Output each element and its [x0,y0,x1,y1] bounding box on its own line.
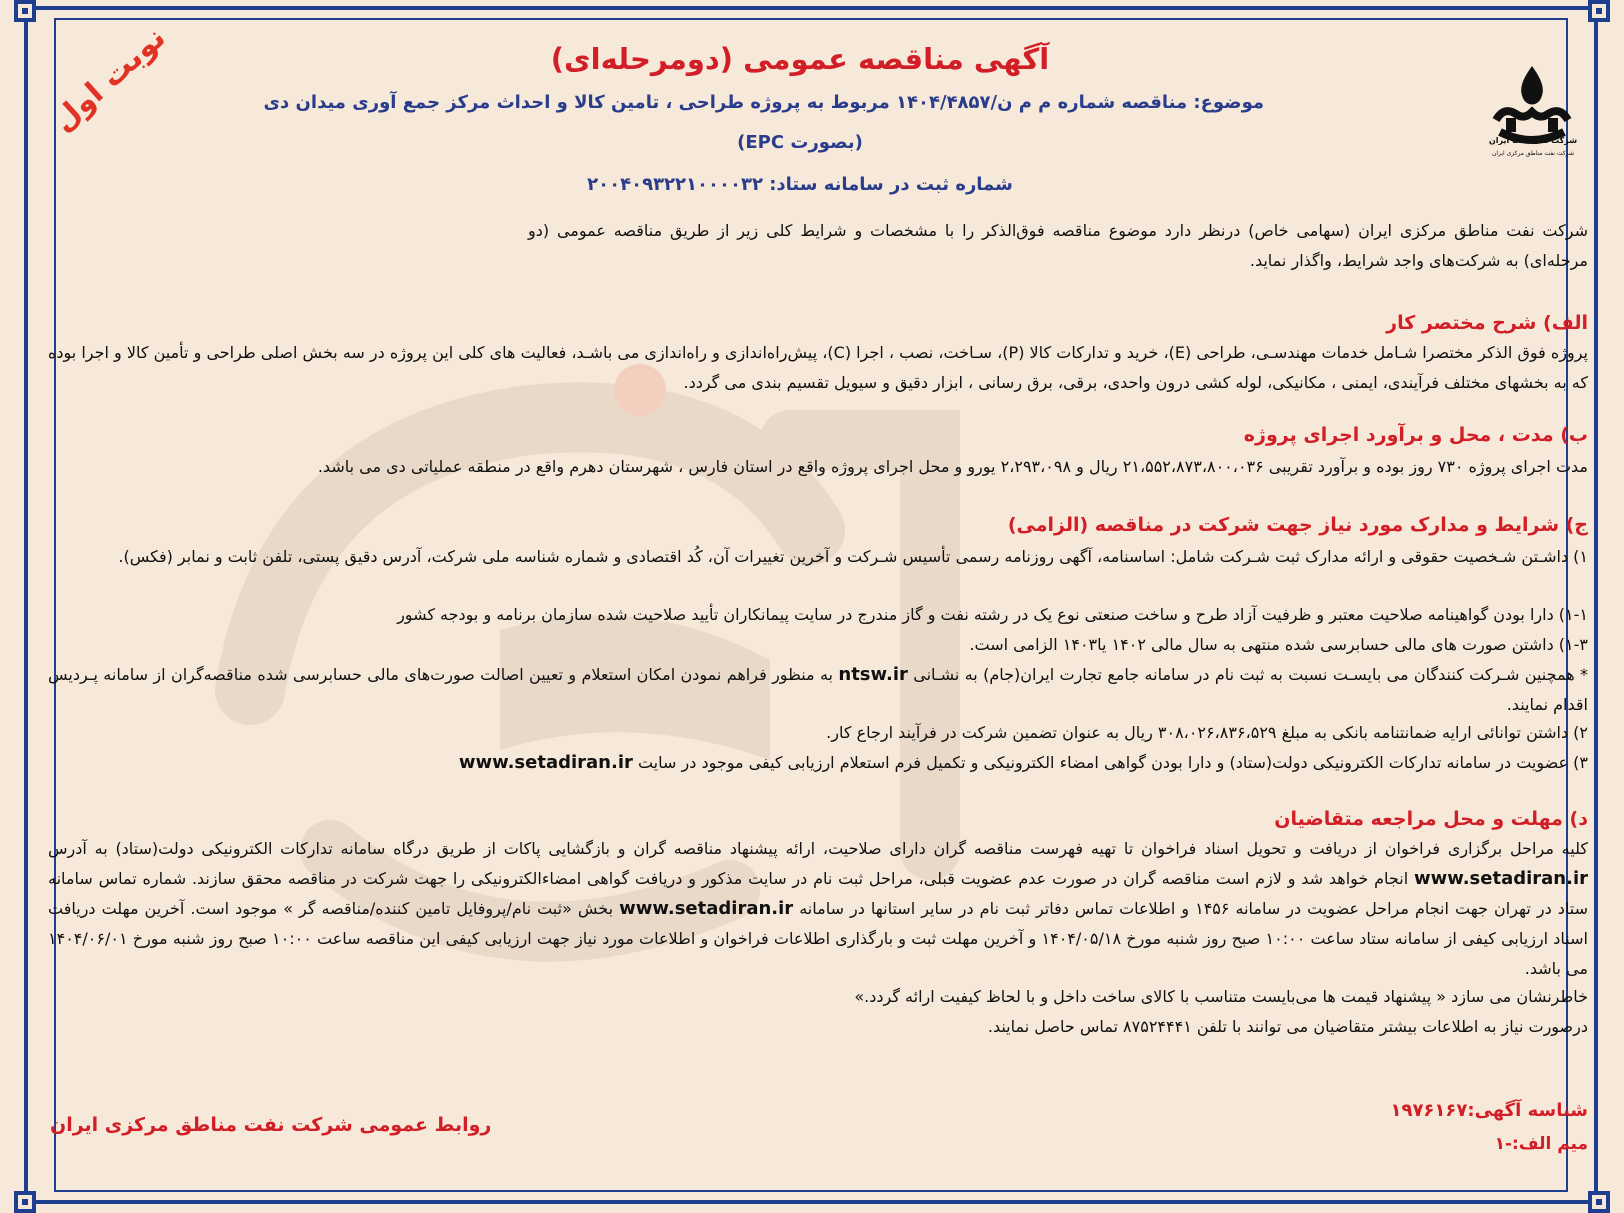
section-b-heading: ب) مدت ، محل و برآورد اجرای پروژه [1243,424,1588,446]
public-relations-signature: روابط عمومی شرکت نفت مناطق مرکزی ایران [50,1114,492,1136]
section-d-p1: کلیه مراحل برگزاری فراخوان از دریافت و تحویل اسناد فراخوان تا تهیه فهرست مناقصه گران دارای صلاحیت، ارائه پیشنهاد مناقصه گران و بازگشایی پاکات از طریق درگاه سامانه تدارکات الکترونیکی دولت(ستاد) به آدرس [48,839,1588,858]
section-c-item-3 [48,748,1588,778]
section-d-reminder: خاطرنشان می سازد « پیشنهاد قیمت ها می‌بایست متناسب با کالای ساخت داخل و با لحاظ کیفیت ارائه گردد.» [854,987,1588,1006]
corner-ornament [14,1191,36,1213]
ad-identifier: شناسه آگهی:۱۹۷۶۱۶۷ [1390,1100,1588,1121]
section-d-paragraph [48,834,1588,984]
item-3-text: ۳) عضویت در سامانه تدارکات الکترونیکی دولت(ستاد) و دارا بودن گواهی امضاء الکترونیکی و تکمیل فرم استعلام ارزیابی کیفی موجود در سایت [637,753,1588,772]
section-a-text: پروژه فوق الذکر مختصرا شـامل خدمات مهندسـی، طراحی (E)، خرید و تدارکات کالا (P)، سـاخت، نصب ، اجرا (C)، پیش‌راه‌اندازی و راه‌اندازی می باشـد، فعالیت های کلی این پروژه در سه بخش اصلی طراحی و تأمین کالا و اجرا بوده که به بخشهای مختلف فرآیندی، ایمنی ، مکانیکی، لوله کشی درون واحدی، برقی، برق رسانی ، ابزار دقیق و سیویل تقسیم بندی می گردد. [48,343,1588,392]
section-c-item-1-3: ۱-۳) داشتن صورت های مالی حسابرسی شده منتهی به سال مالی ۱۴۰۲ یا۱۴۰۳ الزامی است. [969,635,1588,654]
logo-company-sub: شرکت نفت مناطق مرکزی ایران [1491,150,1575,157]
registration-number: شماره ثبت در سامانه ستاد: ۲۰۰۴۰۹۳۲۲۱۰۰۰۰۳۲ [587,174,1013,195]
note-text-after: به منظور فراهم نمودن امکان استعلام و تعیین اصالت صورت‌های مالی حسابرسی شده مناقصه‌گران از سامانه پـردیس اقدام نمایند. [48,665,1588,714]
first-publication-stamp: نوبت اول [46,20,173,139]
section-a-heading: الف) شرح مختصر کار [1386,312,1588,334]
corner-ornament [1588,0,1610,22]
page-title: آگهی مناقصه عمومی (دومرحله‌ای) [550,42,1050,76]
corner-ornament [14,0,36,22]
section-d-heading: د) مهلت و محل مراجعه متقاضیان [1274,808,1588,830]
subject-text: مناقصه شماره م م ن/۱۴۰۴/۴۸۵۷ مربوط به پروژه طراحی ، تامین کالا و احداث مرکز جمع آوری میدان دی [263,92,1188,113]
section-c-item-1-1: ۱-۱) دارا بودن گواهینامه صلاحیت معتبر و ظرفیت آزاد طرح و ساخت صنعتی نوع یک در رشته نفت و گاز مندرج در سایت پیمانکاران تأیید صلاحیت شده سازمان برنامه و بودجه کشور [397,605,1588,624]
logo-company-name: شرکت ملی نفت ایران [1488,136,1578,145]
section-c-note [48,660,1588,720]
section-c-item-1: ۱) داشـتن شـخصیت حقوقی و ارائه مدارک ثبت شـرکت شامل: اساسنامه، آگهی روزنامه رسمی تأسیس شـرکت و آخرین تغییرات آن، کُد اقتصادی و شماره شناسه ملی شرکت، آدرس دقیق پستی، تلفن ثابت و نمابر (فکس). [118,547,1588,566]
meem-alef-code: میم الف:-۱ [1494,1134,1588,1154]
section-d-p3: بخش «ثبت نام/پروفایل تامین کننده/مناقصه گر » موجود است. آخرین مهلت دریافت اسناد ارزیابی کیفی از سامانه ستاد ساعت ۱۰:۰۰ صبح روز شنبه مورخ ۱۴۰۴/۰۵/۱۸ و آخرین مهلت ثبت و بارگذاری اطلاعات فراخوان و اطلاعات مورد نیاز جهت ارزیابی کیفی این مناقصه ساعت ۱۰:۰۰ صبح روز شنبه مورخ ۱۴۰۴/۰۶/۰۱ می باشد. [48,899,1588,978]
section-c-item-2: ۲) داشتن توانائی ارایه ضمانتنامه بانکی به مبلغ ۳۰۸،۰۲۶،۸۳۶،۵۲۹ ریال به عنوان تضمین شرکت در فرآیند ارجاع کار. [826,723,1588,742]
ntsw-link[interactable]: ntsw.ir [838,664,908,685]
section-d-p2: انجام خواهد شد و لازم است مناقصه گران در صورت عدم عضویت قبلی، مراحل ثبت نام در سایت مذکور و دریافت گواهی امضاءالکترونیکی را جهت شرکت در مناقصه محقق سازند. شماره تماس سامانه ستاد در تهران جهت انجام مراحل عضویت در سامانه ۱۴۵۶ و اطلاعات تماس دفاتر ثبت نام در سایر استانها در سامانه [48,869,1589,918]
subject-line [264,92,1264,113]
setadiran-link-3[interactable]: www.setadiran.ir [619,898,794,919]
section-c-heading: ج) شرایط و مدارک مورد نیاز جهت شرکت در مناقصه (الزامی) [1007,514,1588,536]
epc-note: (بصورت EPC) [737,132,863,153]
section-d-contact: درصورت نیاز به اطلاعات بیشتر متقاضیان می توانند با تلفن ۸۷۵۲۴۴۴۱ تماس حاصل نمایند. [987,1017,1588,1036]
setadiran-link-2[interactable]: www.setadiran.ir [1413,868,1589,889]
note-text-before: * همچنین شـرکت کنندگان می بایسـت نسبت به ثبت نام در سامانه جامع تجارت ایران(جام) به نشـانی [913,665,1589,684]
section-b-text: مدت اجرای پروژه ۷۳۰ روز بوده و برآورد تقریبی ۲۱،۵۵۲،۸۷۳،۸۰۰،۰۳۶ ریال و ۲،۲۹۳،۰۹۸ یورو و محل اجرای پروژه واقع در استان فارس ، شهرستان دهرم واقع در منطقه عملیاتی دی می باشد. [317,457,1588,476]
subject-label: موضوع: [1193,92,1264,113]
setadiran-link[interactable]: www.setadiran.ir [458,752,633,773]
corner-ornament [1588,1191,1610,1213]
intro-paragraph: شرکت نفت مناطق مرکزی ایران (سهامی خاص) درنظر دارد موضوع مناقصه فوق‌الذکر را با مشخصات و شرایط کلی زیر از طریق مناقصه عمومی (دو مرحله‌ای) به شرکت‌های واجد شرایط، واگذار نماید. [528,221,1588,270]
